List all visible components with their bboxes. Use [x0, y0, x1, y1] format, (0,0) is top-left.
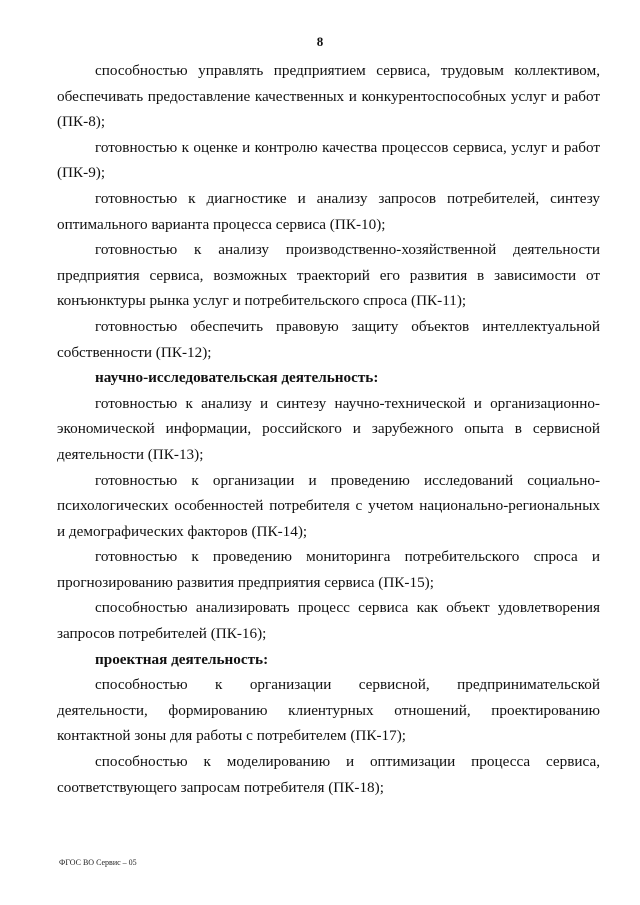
paragraph-pk-10: готовностью к диагностике и анализу запросов потребителей, синтезу оптимального варианта процесса сервиса (ПК-10);: [57, 189, 600, 233]
paragraph-pk-11: готовностью к анализу производственно-хозяйственной деятельности предприятия сервиса, возможных траекторий его развития в зависимости от конъюнктуры рынка услуг и потребительского спроса (ПК-11);: [57, 241, 600, 310]
paragraph-pk-13: готовностью к анализу и синтезу научно-технической и организационно-экономической информации, российского и зарубежного опыта в сервисной деятельности (ПК-13);: [57, 394, 600, 463]
paragraph-pk-18: способностью к моделированию и оптимизации процесса сервиса, соответствующего запросам потребителя (ПК-18);: [57, 753, 600, 796]
footer-standard-code: ФГОС ВО Сервис – 05: [59, 858, 137, 867]
paragraph-pk-14: готовностью к организации и проведению исследований социально-психологических особенностей потребителя с учетом национально-региональных и демографических факторов (ПК-14);: [57, 471, 600, 540]
section-heading-project: проектная деятельность:: [95, 650, 269, 668]
paragraph-pk-15: готовностью к проведению мониторинга потребительского спроса и прогнозированию развития предприятия сервиса (ПК-15);: [57, 548, 600, 591]
paragraph-pk-8: способностью управлять предприятием сервиса, трудовым коллективом, обеспечивать предоставление качественных и конкурентоспособных услуг и работ (ПК-8);: [57, 62, 600, 131]
paragraph-pk-16: способностью анализировать процесс сервиса как объект удовлетворения запросов потребителей (ПК-16);: [57, 599, 600, 643]
document-body: [57, 58, 600, 800]
paragraph-pk-17: способностью к организации сервисной, предпринимательской деятельности, формированию клиентурных отношений, проектированию контактной зоны для работы с потребителем (ПК-17);: [57, 676, 600, 745]
page-number: 8: [316, 34, 324, 49]
paragraph-pk-12: готовностью обеспечить правовую защиту объектов интеллектуальной собственности (ПК-12);: [57, 317, 600, 361]
paragraph-pk-9: готовностью к оценке и контролю качества процессов сервиса, услуг и работ (ПК-9);: [57, 138, 600, 182]
section-heading-research: научно-исследовательская деятельность:: [95, 369, 379, 387]
